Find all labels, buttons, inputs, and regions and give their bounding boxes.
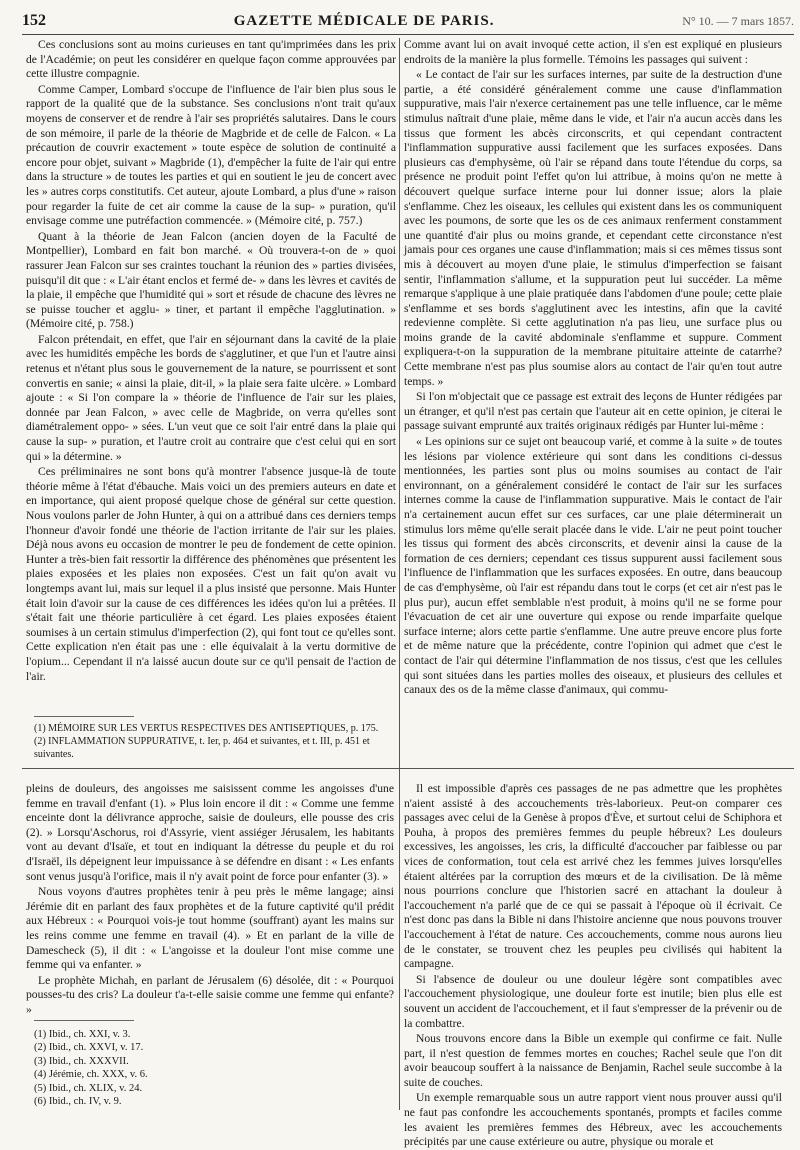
page-header	[22, 8, 794, 35]
paragraph: Ces préliminaires ne sont bons qu'à montrer l'absence jusque-là de toute théorie même à l'état d'ébauche. Mais voici un des premiers auteurs en date et en importance, qui aient proposé quelque chose de général sur cette question. Nous voulons parler de John Hunter, à qui on a attribué dans ces derniers temps l'honneur d'avoir fondé une théorie de l'action irritante de l'air sur les plaies. Déjà nous avons eu occasion de montrer le peu de fondement de cette opinion. Hunter a très-bien fait ressortir la différence des phénomènes que présentent les plaies exposées et les plaies non exposées. C'est un fait qu'on avait vu longtemps avant lui, mais sur lequel il a plus insisté que personne. Mais Hunter était loin d'avoir sur la cause de ces différences les idées qu'on lui a prêtées. Il s'était fait une théorie particulière à cet égard. Les plaies exposées étaient soumises à un certain stimulus d'imperfection (2), qui font tout ce qu'elles sont. Cette explication n'en était pas une : elle équivalait à la vertu dormitive de l'opium... Cependant il n'a laissé aucun doute sur ce qu'il pensait de l'action de l'air.	[26, 465, 396, 683]
footnote: suivantes.	[34, 749, 74, 760]
footnotes-bottom	[34, 1028, 334, 1108]
footnote: (1) Ibid., ch. XXI, v. 3.	[34, 1029, 131, 1040]
paragraph: « Le contact de l'air sur les surfaces internes, par suite de la destruction d'une partie, a été considéré généralement comme une cause d'inflammation suppurative, mais l'air n'exerce certainement pas une telle influence, car le même stimulus naîtrait d'une plaie, même dans le vide, et l'air n'a aucun accès dans les tissus que forment les abcès circonscrits, et qui cependant contractent l'inflammation suppurative aussi facilement que les surfaces exposées. Dans plusieurs cas d'emphysème, où l'air se répand dans toute l'étendue du corps, sa présence ne produit point l'effet qu'on lui attribue, à moins qu'on ne mette à découvert quelque surface interne pour lui donner issue; alors la plaie s'enflamme. Chez les oiseaux, les cellules qui existent dans les os communiquent avec les poumons, de sorte que les os de ces animaux renferment constamment une quantité d'air plus ou moins grande, et cependant cette circonstance n'est jamais pour ces organes une cause d'inflammation; mais si ces mêmes tissus sont mis à découvert au moyen d'une plaie, le stimulus d'imperfection se faisant sentir, l'inflammation s'allume, et la suppuration peut lui succéder. La même remarque s'applique à une plaie pratiquée dans l'abdomen d'une poule; cette plaie s'enflamme et ses bords s'agglutinent avec les intestins, afin que la cavité redevienne complète. Si cette agglutination n'a pas lieu, une surface plus ou moins grande de la cavité abdominale s'enflamme et suppure. Comment expliquera-t-on la suppuration de la membrane pituitaire atteinte de catarrhe? Cette membrane n'est pas plus soumise alors au contact de l'air qu'en tout autre temps. »	[404, 68, 782, 388]
footnote: (6) Ibid., ch. IV, v. 9.	[34, 1096, 122, 1108]
paragraph: Comme avant lui on avait invoqué cette action, il s'en est expliqué en plusieurs endroits de la manière la plus formelle. Témoins les passages qui suivent :	[404, 38, 782, 66]
paragraph: « Les opinions sur ce sujet ont beaucoup varié, et comme à la suite » de toutes les lésions par violence extérieure qui sont dans les conditions ci-dessus mentionnées, les parties sont plus ou moins soumises au contact de l'air environnant, on a généralement considéré le contact de l'air sur les surfaces internes comme la cause de l'inflammation suppurative. Mais le contact de l'air n'a certainement aucun effet sur ces surfaces, car une plaie déterminerait un stimulus lors même qu'elle serait placée dans le vide. L'air ne peut point toucher les tissus qui forment des abcès circonscrits, et devenir ainsi la cause de la formation de ces derniers; cependant ces tissus suppurent aussi facilement sous l'influence de l'inflammation que les surfaces exposées. En outre, dans beaucoup de cas d'emphysème, où l'air est répandu dans tout le corps (et cet air n'est pas le plus pur), aucun effet semblable n'est produit, à moins qu'il ne se forme pour l'évacuation de cet air une ouverture qui expose ou rende imparfaite quelque surface interne; alors cette partie s'enflamme. Une autre preuve encore plus forte et de même nature que la précédente, contre l'opinion qui admet que c'est le contact de l'air qui détermine l'inflammation de nos tissus, c'est que les cellules qui sont situées dans les parties molles des oiseaux, et plusieurs des cellules et canaux des os de la même classe d'animaux, qui commu-	[404, 435, 782, 697]
paragraph: Le prophète Michah, en parlant de Jérusalem (6) désolée, dit : « Pourquoi pousses-tu des cris? La douleur t'a-t-elle saisie comme une femme qui enfante? »	[26, 973, 394, 1016]
footnote-rule	[34, 1020, 134, 1021]
paragraph: Nous trouvons encore dans la Bible un exemple qui confirme ce fait. Nulle part, il n'est question de femmes mortes en couches; Rachel seule que l'on dit avoir beaucoup souffert à la naissance de Benjamin, Rachel seule succombe à la suite de couches.	[404, 1032, 782, 1089]
journal-title: GAZETTE MÉDICALE DE PARIS.	[233, 12, 495, 29]
paragraph: Comme Camper, Lombard s'occupe de l'influence de l'air bien plus sous le rapport de la qualité que de la substance. Ses conclusions n'ont trait qu'aux moyens de conserver et de rendre à l'air ses propriétés salutaires. Dans le cours de son mémoire, il parle de la théorie de Magbride et de celle de Falcon. « La précaution de couvrir exactement » toute espèce de solution de continuité a encore pour objet, suivant » Magbride (1), d'empêcher la fuite de l'air qui entre dans la structure » de toutes les parties et qui en soutient le jeu de concert avec les » autres corps constitutifs. Cet auteur, ajoute Lombard, a plus d'une » raison pour regarder la fuite de cet air comme la cause de la sup- » puration, qu'il envisage comme une putréfaction commencée. » (Mémoire cité, p. 757.)	[26, 82, 396, 228]
issue-info: N° 10. — 7 mars 1857.	[682, 13, 794, 28]
footnote: (1) MÉMOIRE SUR LES VERTUS RESPECTIVES DES ANTISEPTIQUES, p. 175.	[34, 723, 379, 734]
footnote-rule	[34, 716, 134, 717]
page-number: 152	[22, 12, 46, 29]
footnote: (2) INFLAMMATION SUPPURATIVE, t. Ier, p. 464 et suivantes, et t. III, p. 451 et	[34, 736, 370, 747]
paragraph: Nous voyons d'autres prophètes tenir à peu près le même langage; ainsi Jérémie dit en parlant des faux prophètes et de la future captivité qu'il prédit aux Hébreux : « Pourquoi vois-je tout homme (souffrant) ayant les mains sur les reins comme une femme en travail (4). » Et en parlant de la ville de Damescheck (5), il dit : « L'angoisse et la douleur l'ont mise comme une femme qui va enfanter. »	[26, 885, 394, 972]
footnote: (3) Ibid., ch. XXXVII.	[34, 1055, 129, 1067]
paragraph: Falcon prétendait, en effet, que l'air en séjournant dans la cavité de la plaie avec les humidités empêche les bords de s'agglutiner, et que l'un et l'autre ainsi retenus et n'étant plus sous le gouvernement de la nature, se pourrissent et sont convertis en sanie; « ainsi la plaie, dit-il, » la plaie sera faite ulcère. » Lombard ajoute : « Si l'on compare la » théorie de l'influence de l'air sur les plaies, donnée par Jean Falcon, » avec celle de Magbride, on verra qu'elles sont diamétralement oppo- » sées. L'un veut que ce soit l'air entré dans la plaie qui cause la sup- » puration, et l'autre croit au contraire que c'est celui qui en sort qui » la détermine. »	[26, 332, 396, 463]
paragraph: Un exemple remarquable sous un autre rapport vient nous prouver aussi qu'il ne faut pas confondre les accouchements spontanés, prompts et faciles comme les avaient les premières femmes des Hébreux, avec les accouchements précipités par une cause extérieure ou autre, physique ou morale et	[404, 1091, 782, 1149]
section-divider	[22, 768, 794, 769]
column-divider	[399, 38, 400, 1110]
paragraph: pleins de douleurs, des angoisses me saisissent comme les angoisses d'une femme en travail d'enfant (1). » Plus loin encore il dit : « Comme une femme enceinte dont la délivrance approche, saisie de douleurs, elle pousse des cris (2). » Lorsqu'Aschorus, roi d'Assyrie, vient assiéger Jérusalem, les habitants vont au devant d'Isaïe, et tout en indiquant la détresse du peuple et du roi d'Israël, ils dépeignent leur impuissance à se défendre en disant : « Les enfants sont venus jusqu'à l'orifice, mais il n'y avait point de force pour enfanter (3). »	[26, 782, 394, 883]
paragraph: Quant à la théorie de Jean Falcon (ancien doyen de la Faculté de Montpellier), Lombard en fait bon marché. « Où trouvera-t-on de » quoi rassurer Jean Falcon sur ses craintes touchant la réunion des » parties divisées, puisqu'il dit que : « L'air étant enclos et fermé de- » dans les lèvres et cavités de la plaie, il empêche que l'humidité qui » sort et résude de chacune des lèvres ne se puisse toucher et agglu- » tiner, et partant il empêche l'agglutination. » (Mémoire cité, p. 758.)	[26, 229, 396, 331]
paragraph: Il est impossible d'après ces passages de ne pas admettre que les prophètes n'aient assisté à des accouchements très-laborieux. Peut-on comparer ces passages avec celui de la Genèse à propos d'Ève, et surtout celui de Schiphora et Pouha, à propos des premières femmes du peuple hébreux? Les douleurs excessives, les angoisses, les cris, la difficulté d'accoucher par faiblesse ou par vices de conformation, tout cela est arrivé chez les femmes juives lorsqu'elles étaient altérées par la corruption des mœurs et de la civilisation. De là même nous pourrions conclure que l'historien sacré en attachant la douleur à l'accouchement n'a parlé que de ce qui se passait à l'époque où il écrivait. Ce n'est donc pas dans la Bible ni dans l'histoire ancienne que nous pouvons trouver l'accouchement à l'état de nature. Ces accouchements, comme nous aurons lieu de le constater, se trouvent chez les peuples peu civilisés qui habitent la campagne.	[404, 782, 782, 971]
column-left-top	[26, 38, 396, 710]
footnotes-top	[34, 722, 394, 761]
column-right-top	[404, 38, 782, 762]
column-right-bottom	[404, 782, 782, 1149]
footnote: (4) Jérémie, ch. XXX, v. 6.	[34, 1069, 148, 1081]
paragraph: Si l'on m'objectait que ce passage est extrait des leçons de Hunter rédigées par un étranger, et qu'il n'est pas certain que l'auteur ait en cette opinion, je citerai le passage suivant emprunté aux traités originaux rédigés par Hunter lui-même :	[404, 390, 782, 433]
column-left-bottom	[26, 782, 394, 1016]
footnote: (2) Ibid., ch. XXVI, v. 17.	[34, 1042, 144, 1054]
paragraph: Si l'absence de douleur ou une douleur légère sont compatibles avec l'accouchement physiologique, une douleur forte est inutile; bien plus elle est souvent un accident de l'accouchement, et il faut s'empresser de la prévenir ou de la combattre.	[404, 972, 782, 1030]
footnote: (5) Ibid., ch. XLIX, v. 24.	[34, 1082, 143, 1094]
paragraph: Ces conclusions sont au moins curieuses en tant qu'imprimées dans les prix de l'Académie; on peut les considérer en quelque façon comme approuvées par cette illustre compagnie.	[26, 38, 396, 81]
